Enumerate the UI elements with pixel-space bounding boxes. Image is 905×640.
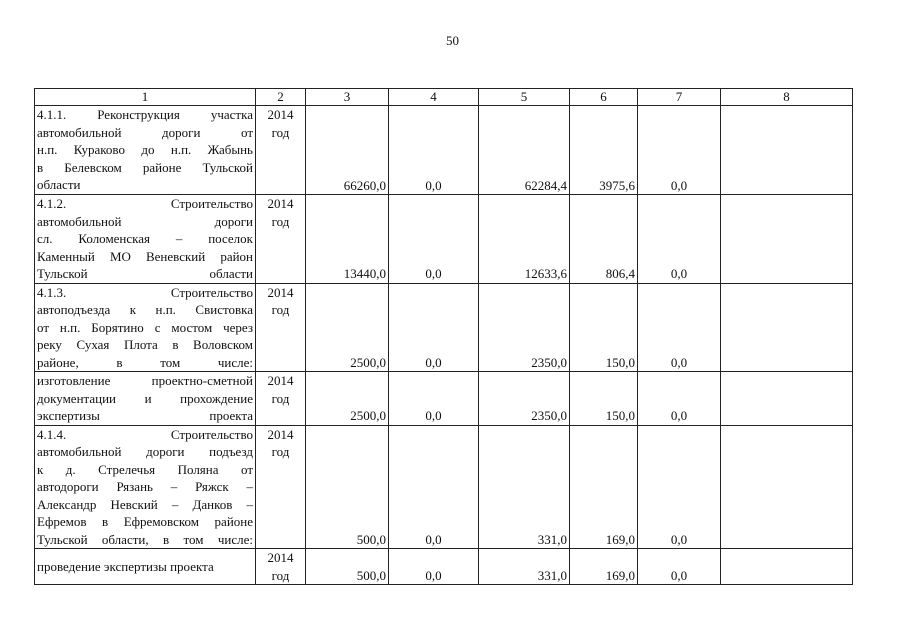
cell-col7: 0,0 [638, 106, 721, 195]
cell-total: 66260,0 [306, 106, 389, 195]
cell-col8 [721, 372, 853, 426]
cell-col7: 0,0 [638, 425, 721, 549]
row-year: 2014 год [256, 372, 306, 426]
row-description: изготовление проектно-сметной документации и прохождение экспертизы проекта [35, 372, 256, 426]
cell-col8 [721, 283, 853, 372]
cell-col7: 0,0 [638, 283, 721, 372]
cell-total: 500,0 [306, 549, 389, 585]
row-description: 4.1.1. Реконструкция участка автомобильной дороги от н.п. Кураково до н.п. Жабынь в Белевском районе Тульской области [35, 106, 256, 195]
column-numbers-row [35, 89, 853, 106]
cell-col7: 0,0 [638, 549, 721, 585]
cell-col5: 331,0 [479, 425, 570, 549]
row-description: проведение экспертизы проекта [35, 549, 256, 585]
row-year: 2014 год [256, 283, 306, 372]
cell-total: 13440,0 [306, 195, 389, 284]
cell-col6: 169,0 [570, 425, 638, 549]
row-year: 2014 год [256, 425, 306, 549]
cell-col5: 331,0 [479, 549, 570, 585]
cell-total: 2500,0 [306, 283, 389, 372]
column-header: 7 [638, 89, 721, 106]
cell-col6: 150,0 [570, 283, 638, 372]
cell-col4: 0,0 [389, 106, 479, 195]
cell-col7: 0,0 [638, 195, 721, 284]
cell-col7: 0,0 [638, 372, 721, 426]
cell-col4: 0,0 [389, 195, 479, 284]
data-table [34, 88, 853, 585]
cell-col5: 2350,0 [479, 372, 570, 426]
table-row [35, 195, 853, 284]
page-number: 50 [446, 33, 459, 48]
table-row [35, 549, 853, 585]
table-row [35, 283, 853, 372]
cell-total: 500,0 [306, 425, 389, 549]
cell-col6: 150,0 [570, 372, 638, 426]
cell-col5: 62284,4 [479, 106, 570, 195]
cell-col6: 806,4 [570, 195, 638, 284]
row-year: 2014 год [256, 549, 306, 585]
table-row [35, 372, 853, 426]
table-row [35, 425, 853, 549]
row-description: 4.1.3. Строительство автоподъезда к н.п. Свистовка от н.п. Борятино с мостом через реку Сухая Плота в Воловском районе, в том числе: [35, 283, 256, 372]
cell-col4: 0,0 [389, 425, 479, 549]
cell-col4: 0,0 [389, 283, 479, 372]
cell-col8 [721, 106, 853, 195]
cell-col6: 169,0 [570, 549, 638, 585]
cell-col8 [721, 425, 853, 549]
column-header: 8 [721, 89, 853, 106]
column-header: 3 [306, 89, 389, 106]
cell-total: 2500,0 [306, 372, 389, 426]
cell-col8 [721, 195, 853, 284]
cell-col5: 2350,0 [479, 283, 570, 372]
cell-col4: 0,0 [389, 372, 479, 426]
column-header: 6 [570, 89, 638, 106]
cell-col6: 3975,6 [570, 106, 638, 195]
column-header: 1 [35, 89, 256, 106]
row-year: 2014 год [256, 106, 306, 195]
row-description: 4.1.2. Строительство автомобильной дороги сл. Коломенская – поселок Каменный МО Веневский район Тульской области [35, 195, 256, 284]
cell-col4: 0,0 [389, 549, 479, 585]
column-header: 5 [479, 89, 570, 106]
table-row [35, 106, 853, 195]
row-year: 2014 год [256, 195, 306, 284]
cell-col5: 12633,6 [479, 195, 570, 284]
row-description: 4.1.4. Строительство автомобильной дороги подъезд к д. Стрелечья Поляна от автодороги Рязань – Ряжск – Александр Невский – Данков – Ефремов в Ефремовском районе Тульской области, в том числе: [35, 425, 256, 549]
cell-col8 [721, 549, 853, 585]
column-header: 4 [389, 89, 479, 106]
column-header: 2 [256, 89, 306, 106]
